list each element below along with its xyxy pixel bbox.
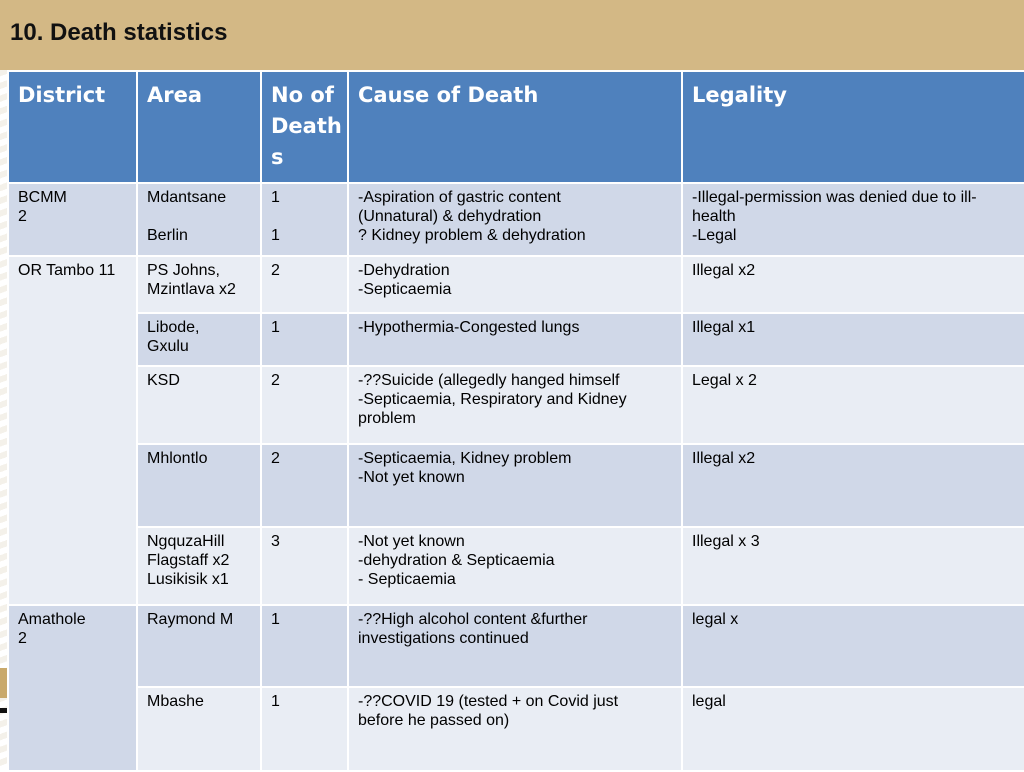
deaths-value: 2 xyxy=(271,262,280,279)
table-row xyxy=(8,527,1024,605)
table-row xyxy=(8,687,1024,771)
area-line: Libode, xyxy=(147,319,200,336)
legality-cell xyxy=(682,256,1024,313)
cause-line: -dehydration & Septicaemia xyxy=(358,552,555,569)
slide-title: 10. Death statistics xyxy=(10,19,228,46)
legality-cell xyxy=(682,527,1024,605)
legality-line: Illegal x2 xyxy=(692,450,756,467)
header-area: Area xyxy=(137,71,261,183)
area-line: KSD xyxy=(147,372,180,389)
deaths-value: 1 xyxy=(271,693,280,710)
table-row xyxy=(8,183,1024,256)
area-cell xyxy=(137,256,261,313)
deaths-value: 1 xyxy=(271,319,280,336)
header-no-of-deaths-line-2: Death xyxy=(271,114,342,138)
table-row xyxy=(8,366,1024,444)
area-line: Lusikisik x1 xyxy=(147,571,229,588)
area-cell xyxy=(137,527,261,605)
cause-cell xyxy=(348,605,682,687)
deaths-cell xyxy=(261,183,348,256)
area-line: Raymond M xyxy=(147,611,234,628)
header-no-of-deaths-line-3: s xyxy=(271,145,284,169)
cause-line: -Hypothermia-Congested lungs xyxy=(358,319,580,336)
header-no-of-deaths-line-1: No of xyxy=(271,83,334,107)
cause-line: ? Kidney problem & dehydration xyxy=(358,227,586,244)
area-line: Mbashe xyxy=(147,693,204,710)
cause-line: -Septicaemia, Kidney problem xyxy=(358,450,572,467)
deaths-value: 2 xyxy=(271,372,280,389)
deaths-cell xyxy=(261,605,348,687)
cause-line: -Dehydration xyxy=(358,262,450,279)
cause-line: - Septicaemia xyxy=(358,571,456,588)
deaths-cell xyxy=(261,366,348,444)
area-cell xyxy=(137,183,261,256)
cause-line: -Not yet known xyxy=(358,469,465,486)
district-name: BCMM xyxy=(18,189,67,206)
deaths-value: 3 xyxy=(271,533,280,550)
cause-cell xyxy=(348,256,682,313)
deaths-cell xyxy=(261,527,348,605)
cause-line: -Aspiration of gastric content xyxy=(358,189,561,206)
legality-line: health xyxy=(692,208,736,225)
deaths-cell xyxy=(261,313,348,366)
cause-cell xyxy=(348,444,682,527)
cause-cell xyxy=(348,687,682,771)
cause-line: -Septicaemia, Respiratory and Kidney xyxy=(358,391,627,408)
area-cell xyxy=(137,313,261,366)
table-header-row xyxy=(8,71,1024,183)
cause-line: -Not yet known xyxy=(358,533,465,550)
area-line: Mzintlava x2 xyxy=(147,281,236,298)
cause-line: -??High alcohol content &further xyxy=(358,611,588,628)
table-row xyxy=(8,605,1024,687)
legality-line: Illegal x 3 xyxy=(692,533,760,550)
legality-line: legal x xyxy=(692,611,739,628)
area-line: Flagstaff x2 xyxy=(147,552,230,569)
area-cell xyxy=(137,366,261,444)
district-cell xyxy=(8,183,137,256)
death-statistics-table xyxy=(7,70,1024,772)
legality-cell xyxy=(682,313,1024,366)
table-row xyxy=(8,256,1024,313)
cause-line: problem xyxy=(358,410,416,427)
header-legality: Legality xyxy=(682,71,1024,183)
district-count: 2 xyxy=(18,208,27,225)
cause-cell xyxy=(348,366,682,444)
area-line: Gxulu xyxy=(147,338,189,355)
cause-cell xyxy=(348,313,682,366)
legality-line: Legal x 2 xyxy=(692,372,757,389)
legality-line: Illegal x2 xyxy=(692,262,756,279)
cause-line: investigations continued xyxy=(358,630,529,647)
area-line: Mhlontlo xyxy=(147,450,208,467)
legality-cell xyxy=(682,605,1024,687)
table-row xyxy=(8,313,1024,366)
deaths-value: 1 xyxy=(271,189,280,206)
deaths-value: 1 xyxy=(271,611,280,628)
cause-line: (Unnatural) & dehydration xyxy=(358,208,542,225)
legality-line: Illegal x1 xyxy=(692,319,756,336)
cause-line: -??Suicide (allegedly hanged himself xyxy=(358,372,620,389)
district-cell xyxy=(8,256,137,605)
area-cell xyxy=(137,444,261,527)
area-line: Mdantsane xyxy=(147,189,227,206)
deaths-value: 2 xyxy=(271,450,280,467)
legality-line: -Legal xyxy=(692,227,737,244)
deaths-cell xyxy=(261,687,348,771)
header-district: District xyxy=(8,71,137,183)
cause-cell xyxy=(348,183,682,256)
legality-cell xyxy=(682,444,1024,527)
area-cell xyxy=(137,605,261,687)
area-line: Berlin xyxy=(147,227,188,244)
district-name: Amathole xyxy=(18,611,86,628)
legality-line: -Illegal-permission was denied due to ill- xyxy=(692,189,977,206)
legality-cell xyxy=(682,687,1024,771)
district-name: OR Tambo 11 xyxy=(18,262,116,279)
deaths-cell xyxy=(261,256,348,313)
area-cell xyxy=(137,687,261,771)
area-line: NgquzaHill xyxy=(147,533,225,550)
cause-line: -??COVID 19 (tested + on Covid just xyxy=(358,693,619,710)
district-cell xyxy=(8,605,137,771)
area-line: PS Johns, xyxy=(147,262,220,279)
legality-line: legal xyxy=(692,693,726,710)
legality-cell xyxy=(682,366,1024,444)
table-row xyxy=(8,444,1024,527)
header-cause-of-death: Cause of Death xyxy=(348,71,682,183)
district-count: 2 xyxy=(18,630,27,647)
cause-line: before he passed on) xyxy=(358,712,510,729)
legality-cell xyxy=(682,183,1024,256)
cause-line: -Septicaemia xyxy=(358,281,452,298)
deaths-value: 1 xyxy=(271,227,280,244)
cause-cell xyxy=(348,527,682,605)
deaths-cell xyxy=(261,444,348,527)
header-no-of-deaths xyxy=(261,71,348,183)
